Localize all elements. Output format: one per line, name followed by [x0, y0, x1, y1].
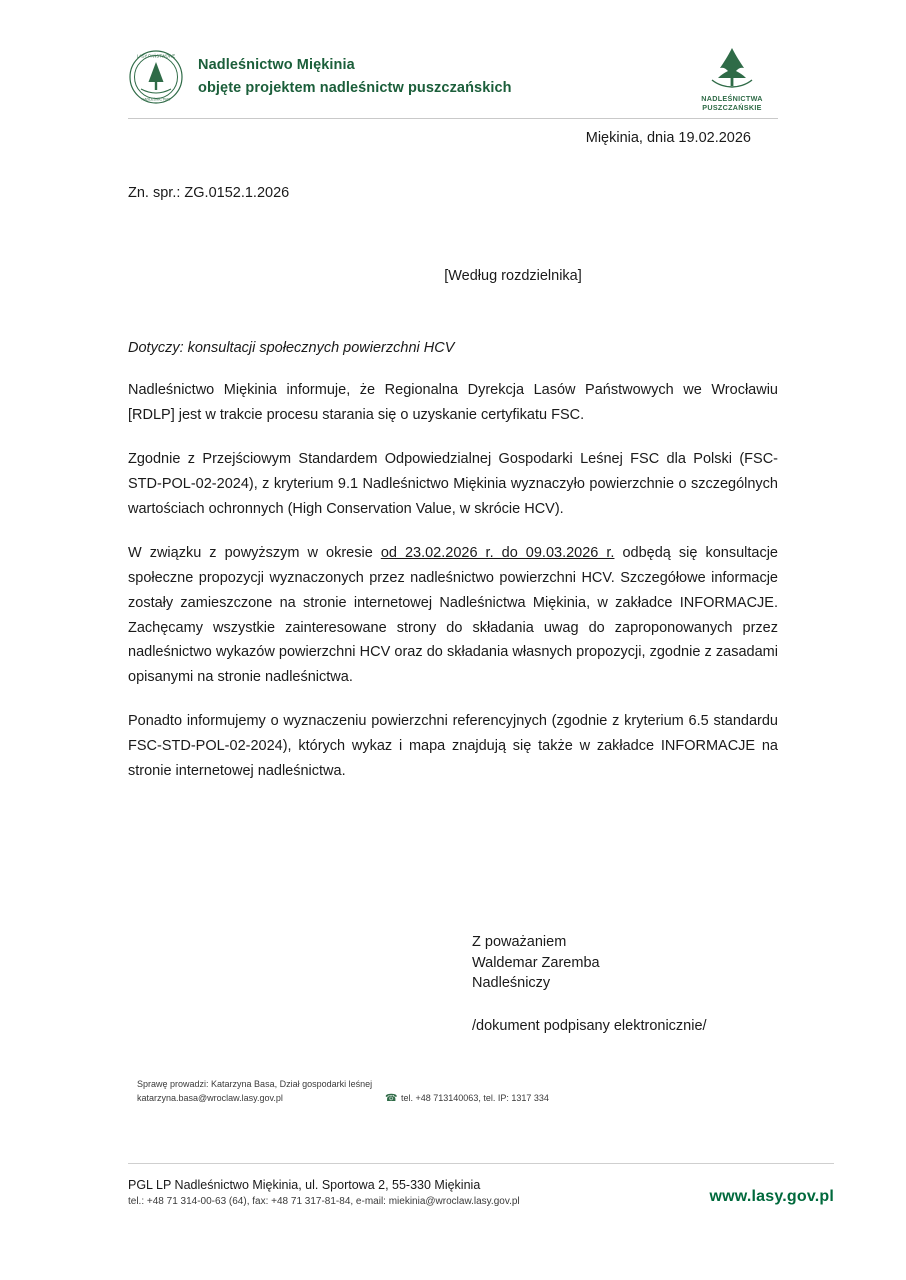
clerk-line1: Sprawę prowadzi: Katarzyna Basa, Dział gospodarki leśnej	[137, 1079, 373, 1089]
paragraph-2: Zgodnie z Przejściowym Standardem Odpowiedzialnej Gospodarki Leśnej FSC dla Polski (FSC-STD-POL-02-2024), z kryterium 9.1 Nadleśnictwo Miękinia wyznaczyło powierzchnie o szczególnych wartościach ochronnych (High Conservation Value, w skrócie HCV).	[128, 450, 778, 517]
puszczanskie-caption-line2: PUSZCZAŃSKIE	[702, 103, 762, 112]
footer-contact: tel.: +48 71 314-00-63 (64), fax: +48 71 317-81-84, e-mail: miekinia@wroclaw.lasy.gov.pl	[128, 1196, 520, 1207]
reference-number: Zn. spr.: ZG.0152.1.2026	[128, 185, 290, 201]
svg-text:LASY PAŃSTWOWE: LASY PAŃSTWOWE	[136, 53, 176, 59]
header-left-group	[128, 49, 512, 105]
paragraph-4: Ponadto informujemy o wyznaczeniu powierzchni referencyjnych (zgodnie z kryterium 6.5 standardu FSC-STD-POL-02-2024), których wykaz i mapa znajdują się także w zakładce INFORMACJE na stronie internetowej nadleśnictwa.	[128, 713, 778, 780]
header-divider	[128, 118, 778, 119]
header-title-line2: objęte projektem nadleśnictw puszczańskich	[198, 79, 512, 96]
svg-text:NADLEŚNICTWO: NADLEŚNICTWO	[141, 97, 171, 102]
recipient-line: [Według rozdzielnika]	[444, 268, 582, 284]
paragraph-3-prefix: W związku z powyższym w okresie	[128, 544, 381, 561]
clerk-phone: tel. +48 713140063, tel. IP: 1317 334	[401, 1092, 549, 1103]
header-title-line1: Nadleśnictwo Miękinia	[198, 57, 355, 74]
phone-icon: ☎	[385, 1093, 398, 1105]
signature-block	[472, 932, 600, 994]
nadlesnictwa-puszczanskie-logo	[686, 44, 778, 110]
paragraph-3	[128, 541, 778, 691]
document-footer	[128, 1178, 834, 1207]
signature-name: Waldemar Zaremba	[472, 954, 600, 971]
clerk-contact-row	[137, 1092, 549, 1106]
place-and-date: Miękinia, dnia 19.02.2026	[585, 130, 751, 146]
paragraph-1: Nadleśnictwo Miękinia informuje, że Regionalna Dyrekcja Lasów Państwowych we Wrocławiu [RDLP] jest w trakcie procesu starania się o uzyskanie certyfikatu FSC.	[128, 382, 778, 423]
signature-closing: Z poważaniem	[472, 934, 567, 950]
footer-divider	[128, 1163, 834, 1164]
clerk-contact-block	[137, 1078, 549, 1106]
lasy-panstwowe-logo	[128, 49, 184, 105]
footer-address: PGL LP Nadleśnictwo Miękinia, ul. Sportowa 2, 55-330 Miękinia	[128, 1178, 481, 1192]
consultation-period: od 23.02.2026 r. do 09.03.2026 r.	[380, 544, 615, 561]
subject-line: Dotyczy: konsultacji społecznych powierzchni HCV	[128, 340, 455, 356]
footer-website-link[interactable]: www.lasy.gov.pl	[709, 1188, 834, 1205]
paragraph-3-rest: odbędą się konsultacje społeczne propozycji wyznaczonych przez nadleśnictwo powierzchni HCV. Szczegółowe informacje zostały zamieszczone na stronie internetowej Nadleśnictwa Miękinia, w zakładce INFORMACJE. Zachęcamy wszystkie zainteresowane strony do składania uwag do zaproponowanych przez nadleśnictwo wykazów powierzchni HCV oraz do składania własnych propozycji, zgodnie z zasadami opisanymi na stronie nadleśnictwa.	[128, 544, 778, 686]
header-title	[198, 55, 512, 98]
clerk-email[interactable]: katarzyna.basa@wroclaw.lasy.gov.pl	[137, 1092, 283, 1103]
letter-body	[128, 378, 778, 803]
document-header	[128, 42, 778, 112]
puszczanskie-caption-line1: NADLEŚNICTWA	[701, 94, 763, 103]
signature-position: Nadleśniczy	[472, 975, 551, 992]
puszczanskie-logo-caption	[686, 94, 778, 112]
electronic-signature-note: /dokument podpisany elektronicznie/	[472, 1018, 707, 1034]
footer-left	[128, 1178, 520, 1207]
